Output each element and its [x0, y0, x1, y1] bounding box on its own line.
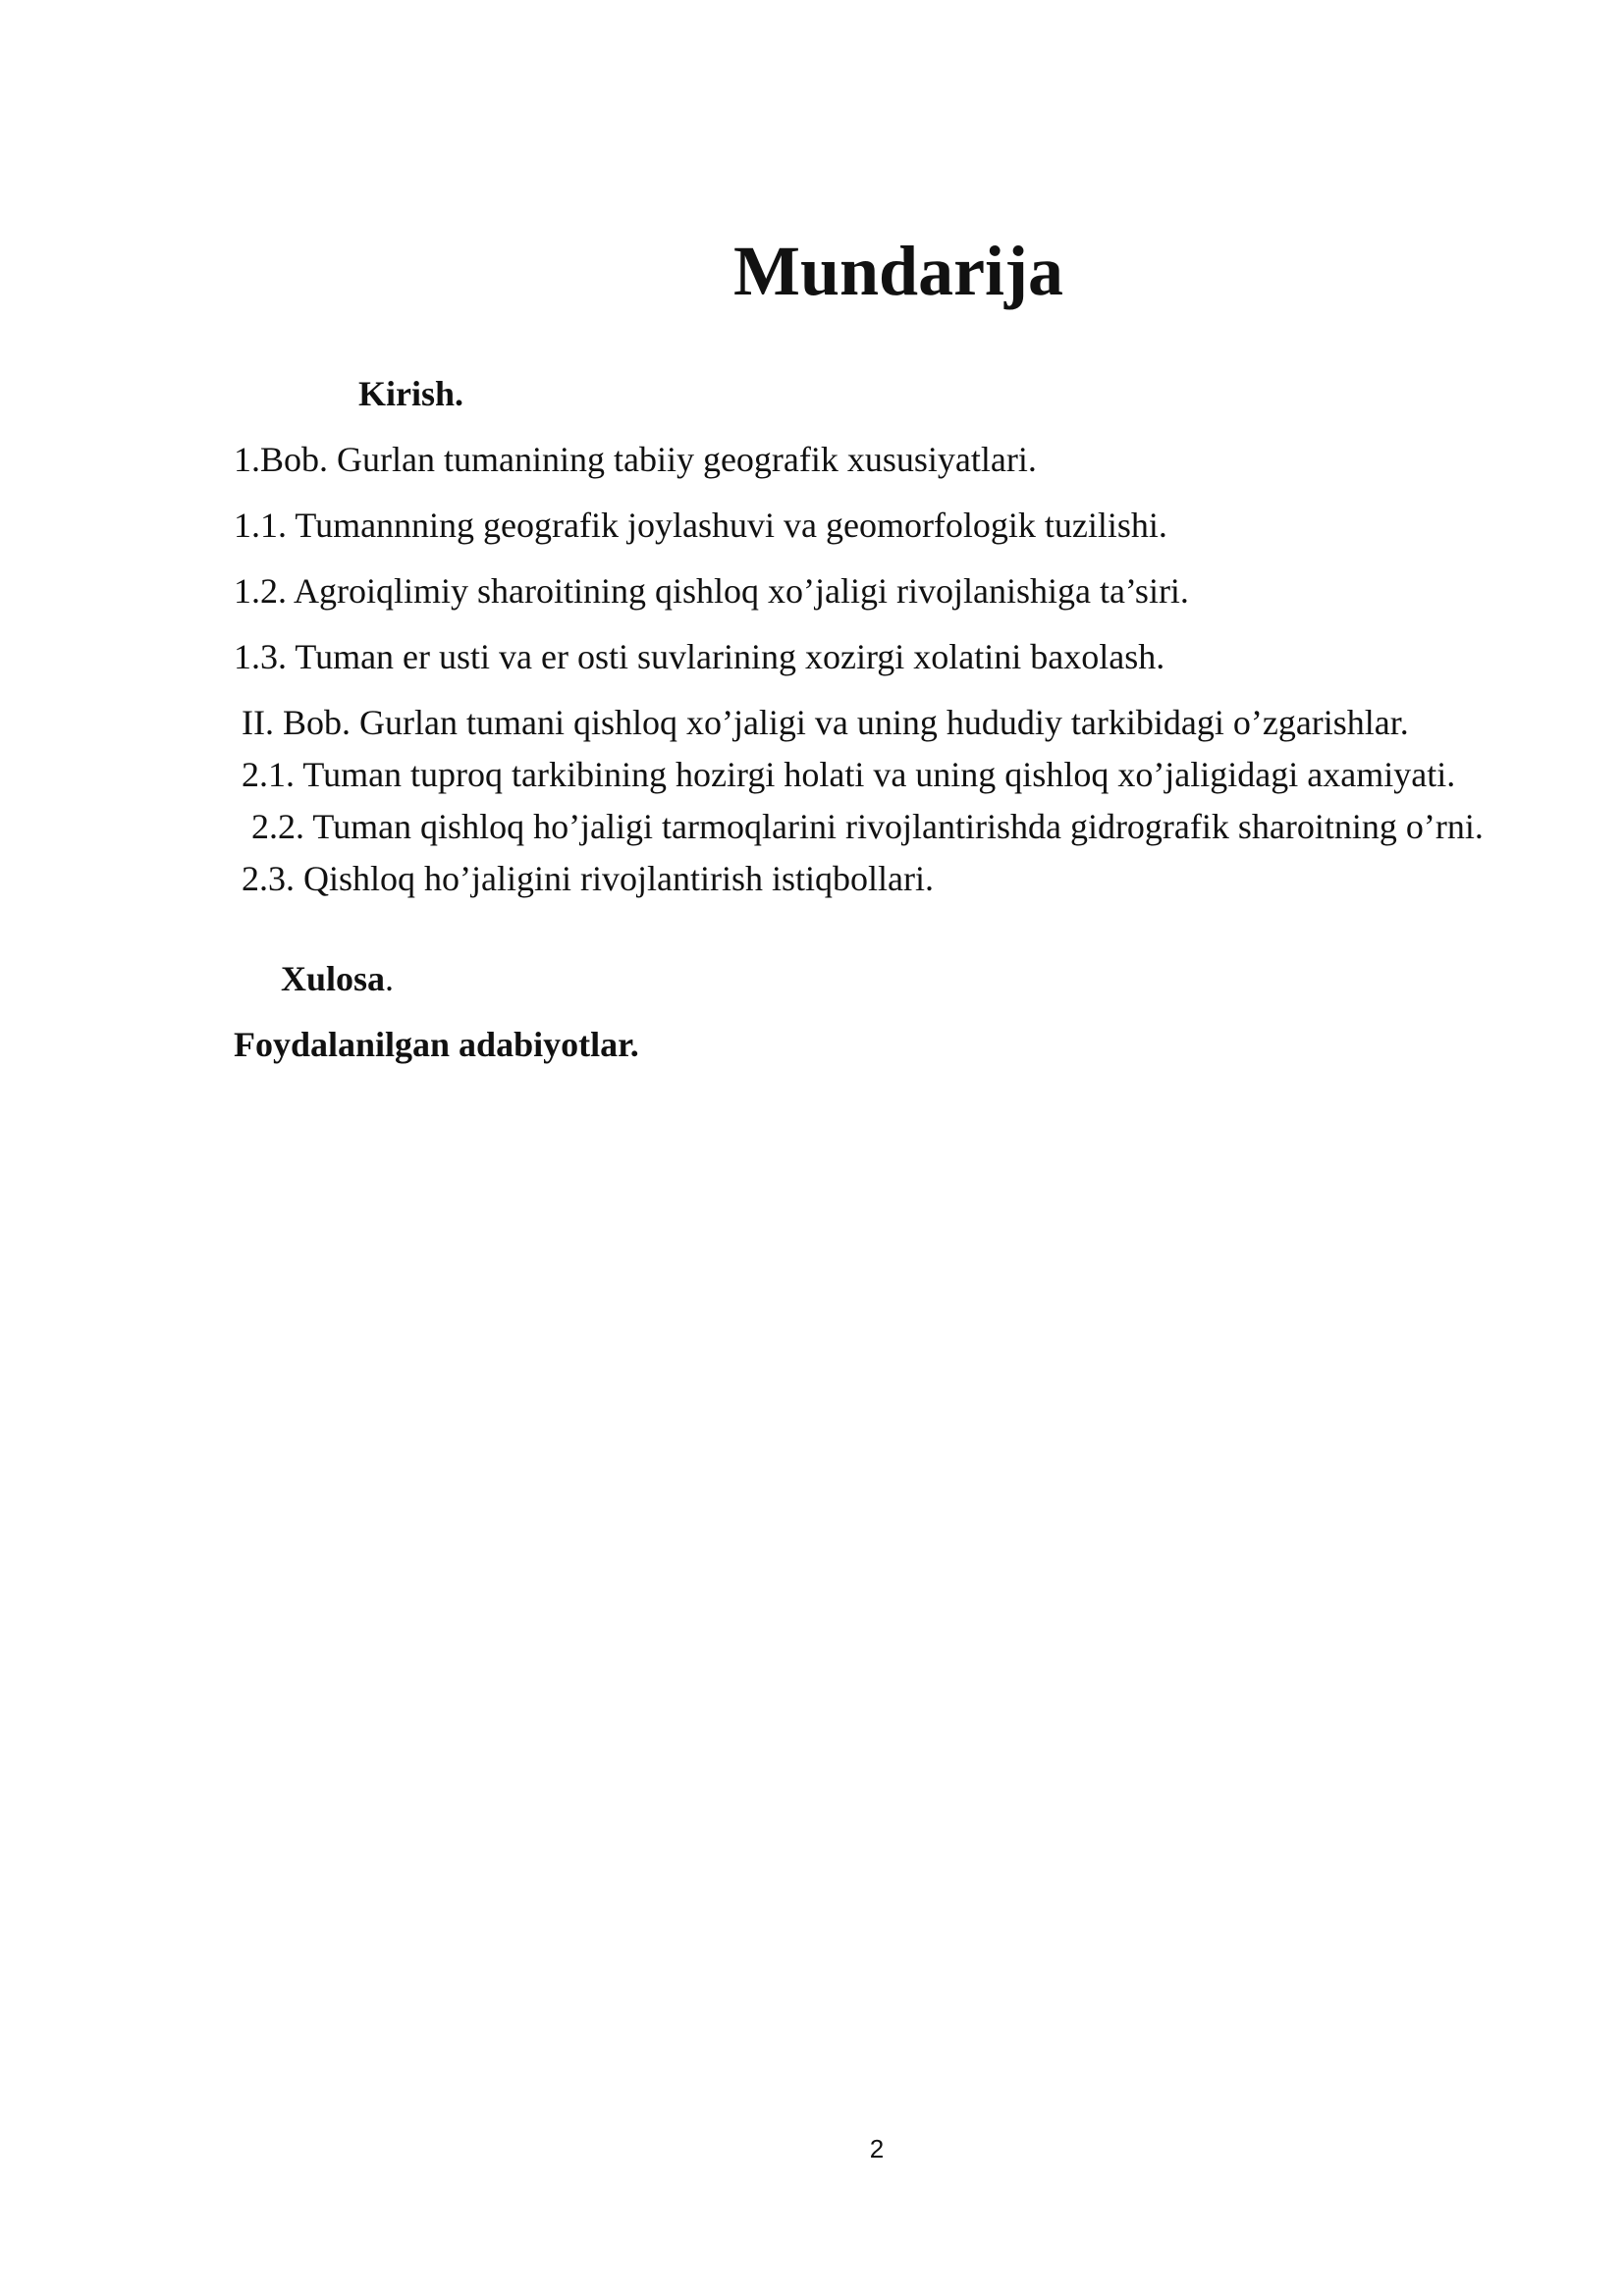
- toc-references: Foydalanilgan adabiyotlar.: [234, 1025, 639, 1064]
- toc-conclusion-period: .: [385, 959, 395, 998]
- page-number: 2: [869, 2134, 885, 2163]
- table-of-contents: [234, 368, 1516, 1070]
- toc-conclusion: [234, 953, 1516, 1004]
- toc-section-1-3: 1.3. Tuman er usti va er osti suvlarining xozirgi xolatini baxolash.: [234, 637, 1165, 676]
- toc-section-1-1: 1.1. Tumannning geografik joylashuvi va geomorfologik tuzilishi.: [234, 506, 1167, 545]
- toc-introduction: Kirish.: [358, 374, 464, 413]
- toc-conclusion-label: Xulosa: [281, 959, 386, 998]
- toc-section-2-3: 2.3. Qishloq ho’jaligini rivojlantirish istiqbollari.: [242, 859, 934, 898]
- page-title: Mundarija: [732, 232, 1064, 310]
- toc-chapter-1: 1.Bob. Gurlan tumanining tabiiy geografik xususiyatlari.: [234, 440, 1037, 479]
- toc-section-2-2: 2.2. Tuman qishloq ho’jaligi tarmoqlarini rivojlantirishda gidrografik sharoitning o’rni.: [251, 807, 1484, 846]
- toc-section-2-1: 2.1. Tuman tuproq tarkibining hozirgi holati va uning qishloq xo’jaligidagi axamiyati.: [242, 755, 1456, 794]
- toc-section-1-2: 1.2. Agroiqlimiy sharoitining qishloq xo’jaligi rivojlanishiga ta’siri.: [234, 571, 1189, 611]
- toc-chapter-2: II. Bob. Gurlan tumani qishloq xo’jaligi va uning hududiy tarkibidagi o’zgarishlar.: [242, 703, 1409, 742]
